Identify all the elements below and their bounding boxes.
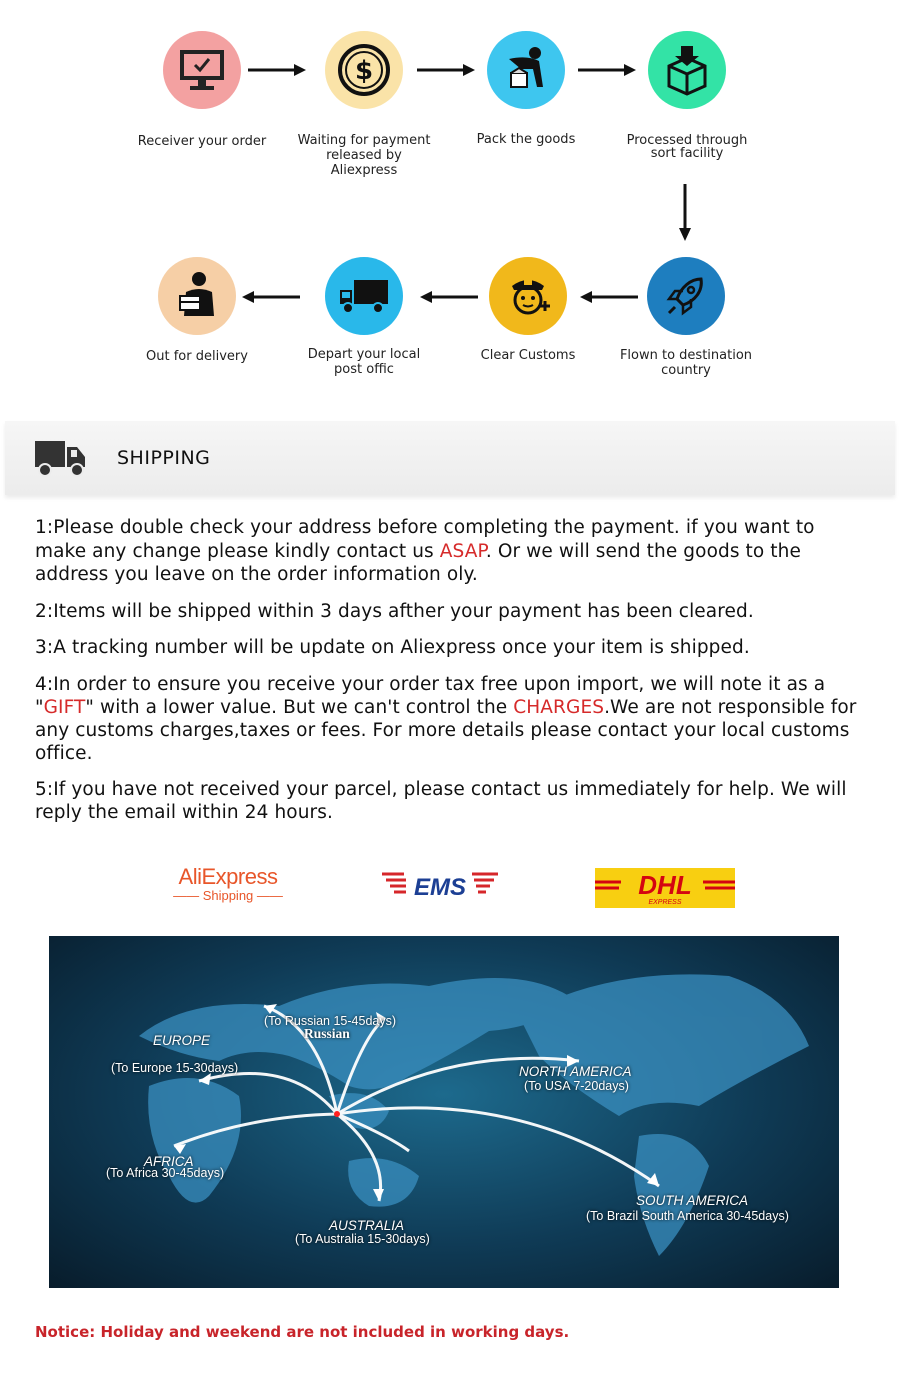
notice-text: Notice: Holiday and weekend are not included in working days. xyxy=(35,1323,570,1341)
north-america-name: NORTH AMERICA xyxy=(519,1064,632,1079)
arrow-right-icon xyxy=(248,64,308,76)
shipping-terms xyxy=(35,516,865,838)
step-receive-order xyxy=(122,31,282,149)
step-label: Processed through sort facility xyxy=(626,133,748,161)
step-flown xyxy=(606,257,766,378)
step-label: Flown to destination country xyxy=(619,348,753,378)
australia-name: AUSTRALIA xyxy=(329,1218,405,1233)
step-label: Pack the goods xyxy=(476,132,576,147)
step-pack-goods xyxy=(446,31,606,147)
south-america-name: SOUTH AMERICA xyxy=(636,1193,749,1208)
dollar-coin-icon xyxy=(336,42,392,98)
arrow-left-icon xyxy=(240,291,300,303)
customs-officer-icon xyxy=(504,272,552,320)
africa-route-label: (To Africa 30-45days) xyxy=(106,1166,225,1180)
world-map-graphic xyxy=(49,936,839,1288)
gift-highlight: GIFT xyxy=(43,696,86,718)
australia-route-label: (To Australia 15-30days) xyxy=(295,1232,430,1246)
step-depart-post-office xyxy=(284,257,444,377)
step-clear-customs xyxy=(448,257,608,363)
step-label: Depart your local post offic xyxy=(307,347,421,377)
shipping-title: SHIPPING xyxy=(117,447,211,469)
term-3: 3:A tracking number will be update on Aliexpress once your item is shipped. xyxy=(35,637,750,658)
asap-highlight: ASAP xyxy=(439,540,486,562)
south-america-route-label: (To Brazil South America 30-45days) xyxy=(586,1209,789,1223)
term-5: 5:If you have not received your parcel, please contact us immediately for help. We will reply the email within 24 hours. xyxy=(35,778,847,823)
courier-box-icon xyxy=(172,270,222,322)
arrow-right-icon xyxy=(578,64,638,76)
step-label: Waiting for payment released by Aliexpress xyxy=(297,133,431,178)
svg-text:EMS: EMS xyxy=(413,874,467,901)
truck-icon xyxy=(35,441,87,477)
step-label: Out for delivery xyxy=(146,349,248,364)
africa-name: AFRICA xyxy=(144,1154,194,1169)
shipping-world-map xyxy=(49,936,839,1288)
term-2: 2:Items will be shipped within 3 days afther your payment has been cleared. xyxy=(35,600,754,622)
dhl-express-logo xyxy=(595,868,735,908)
north-america-route-label: (To USA 7-20days) xyxy=(524,1079,629,1093)
box-download-icon xyxy=(661,44,713,96)
aliexpress-shipping-logo: AliExpress —— Shipping —— xyxy=(173,864,283,903)
term-4: 4:In order to ensure you receive your order tax free upon import, we will note it as a "GIFT" with a lower value. But we can't control the CHARGES.We are not responsible for any customs charges,taxes or fees. For more details please contact your local customs office. xyxy=(35,673,857,764)
monitor-check-icon xyxy=(177,47,227,93)
russia-route-label: (To Russian 15-45days) xyxy=(264,1014,397,1028)
europe-name: EUROPE xyxy=(153,1033,211,1048)
step-label: Receiver your order xyxy=(137,134,267,149)
ems-logo xyxy=(382,868,500,904)
charges-highlight: CHARGES xyxy=(513,696,605,718)
arrow-right-icon xyxy=(417,64,477,76)
arrow-down-icon xyxy=(679,184,691,242)
delivery-truck-icon xyxy=(338,276,390,316)
svg-text:$: $ xyxy=(354,56,374,86)
shipping-header xyxy=(5,421,895,495)
svg-text:EXPRESS: EXPRESS xyxy=(648,899,682,906)
russia-name: Russian xyxy=(304,1026,350,1041)
europe-route-label: (To Europe 15-30days) xyxy=(111,1061,239,1075)
worker-packing-icon xyxy=(499,43,553,97)
step-sort-facility xyxy=(607,31,767,160)
step-label: Clear Customs xyxy=(480,348,576,363)
rocket-icon xyxy=(663,273,709,319)
svg-text:DHL: DHL xyxy=(638,870,692,900)
arrow-left-icon xyxy=(578,291,638,303)
arrow-left-icon xyxy=(418,291,478,303)
step-out-for-delivery xyxy=(117,257,277,364)
step-waiting-payment xyxy=(284,31,444,178)
term-1: 1:Please double check your address before completing the payment. if you want to make any change please kindly contact us ASAP. Or we will send the goods to the address you leave on the order information oly. xyxy=(35,517,815,585)
